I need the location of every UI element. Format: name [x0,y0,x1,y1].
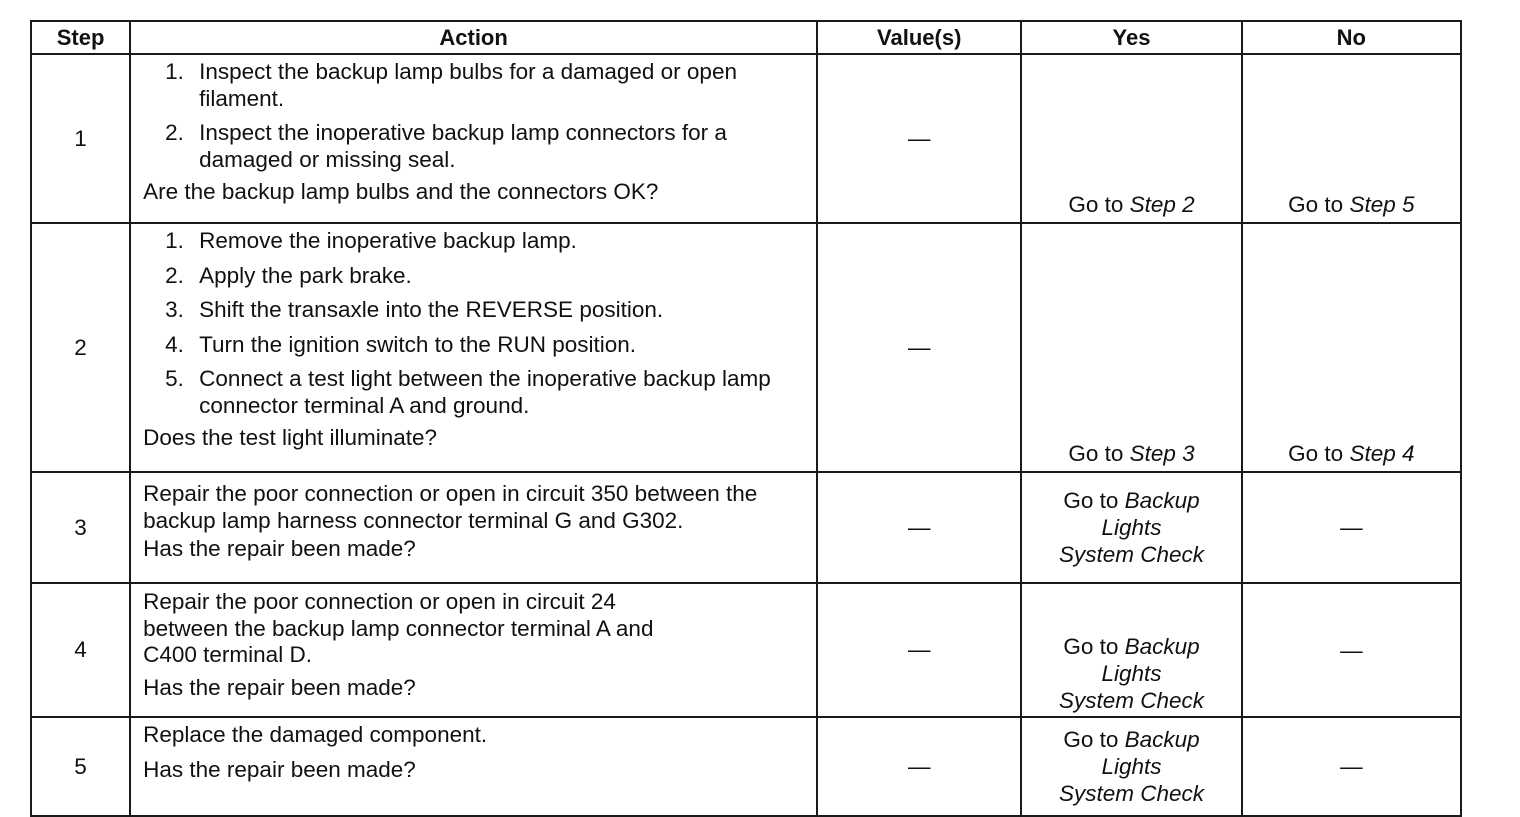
action-question: Are the backup lamp bulbs and the connectors OK? [143,179,659,204]
step-number: 4 [31,583,130,717]
diagnostic-table [30,20,1462,817]
action-cell [130,472,817,583]
header-row [31,21,1461,54]
action-item: 1. Remove the inoperative backup lamp. [165,228,577,253]
action-item: 2. Inspect the inoperative backup lamp connectors for a damaged or missing seal. [165,120,727,172]
yes-step-link: Step 2 [1129,192,1195,217]
action-text: Repair the poor connection or open in circuit 350 between the backup lamp harness connector terminal G and G302. [143,481,758,533]
yes-ref-link: Backup [1124,634,1200,659]
header-values: Value(s) [817,21,1021,54]
table-row [31,717,1461,816]
action-item: 2. Apply the park brake. [165,262,412,288]
header-yes: Yes [1021,21,1241,54]
no-cell: — [1242,717,1461,816]
value-cell: — [817,54,1021,223]
yes-cell: Go to Step 3 [1021,223,1241,472]
header-action: Action [130,21,817,54]
yes-cell: Go to Backup Lights System Check [1021,717,1241,816]
action-item: 5. Connect a test light between the inoperative backup lamp connector terminal A and ground. [165,366,771,418]
table-row [31,223,1461,472]
table-row [31,472,1461,583]
action-cell [130,54,817,223]
step-number: 2 [31,223,130,472]
yes-ref-link: Backup [1124,488,1200,513]
action-item: 3. Shift the transaxle into the REVERSE position. [165,297,664,322]
action-cell [130,717,817,816]
action-text: Replace the damaged component. [143,722,488,747]
yes-cell: Go to Backup Lights System Check [1021,472,1241,583]
action-question: Has the repair been made? [143,674,416,700]
action-item: 1. Inspect the backup lamp bulbs for a damaged or open filament. [165,59,737,111]
value-cell: — [817,717,1021,816]
value-cell: — [817,223,1021,472]
yes-ref-link: Backup [1124,727,1200,752]
action-list [143,59,806,173]
yes-step-link: Step 3 [1129,441,1195,466]
table-row [31,54,1461,223]
no-cell: — [1242,583,1461,717]
step-number: 1 [31,54,130,223]
no-cell: Go to Step 4 [1242,223,1461,472]
value-cell: — [817,583,1021,717]
action-text: Repair the poor connection or open in circuit 24 between the backup lamp connector terminal A and C400 terminal D. [143,589,654,667]
step-number: 3 [31,472,130,583]
no-cell: — [1242,472,1461,583]
table-row [31,583,1461,717]
yes-cell: Go to Backup Lights System Check [1021,583,1241,717]
action-cell [130,583,817,717]
no-step-link: Step 4 [1349,441,1415,466]
step-number: 5 [31,717,130,816]
header-step: Step [31,21,130,54]
value-cell: — [817,472,1021,583]
no-cell: Go to Step 5 [1242,54,1461,223]
action-question: Does the test light illuminate? [143,425,438,450]
header-no: No [1242,21,1461,54]
action-item: 4. Turn the ignition switch to the RUN position. [165,331,636,357]
action-list [143,228,806,419]
action-cell [130,223,817,472]
action-question: Has the repair been made? [143,536,416,561]
action-question: Has the repair been made? [143,756,416,782]
yes-cell: Go to Step 2 [1021,54,1241,223]
no-step-link: Step 5 [1349,192,1415,217]
